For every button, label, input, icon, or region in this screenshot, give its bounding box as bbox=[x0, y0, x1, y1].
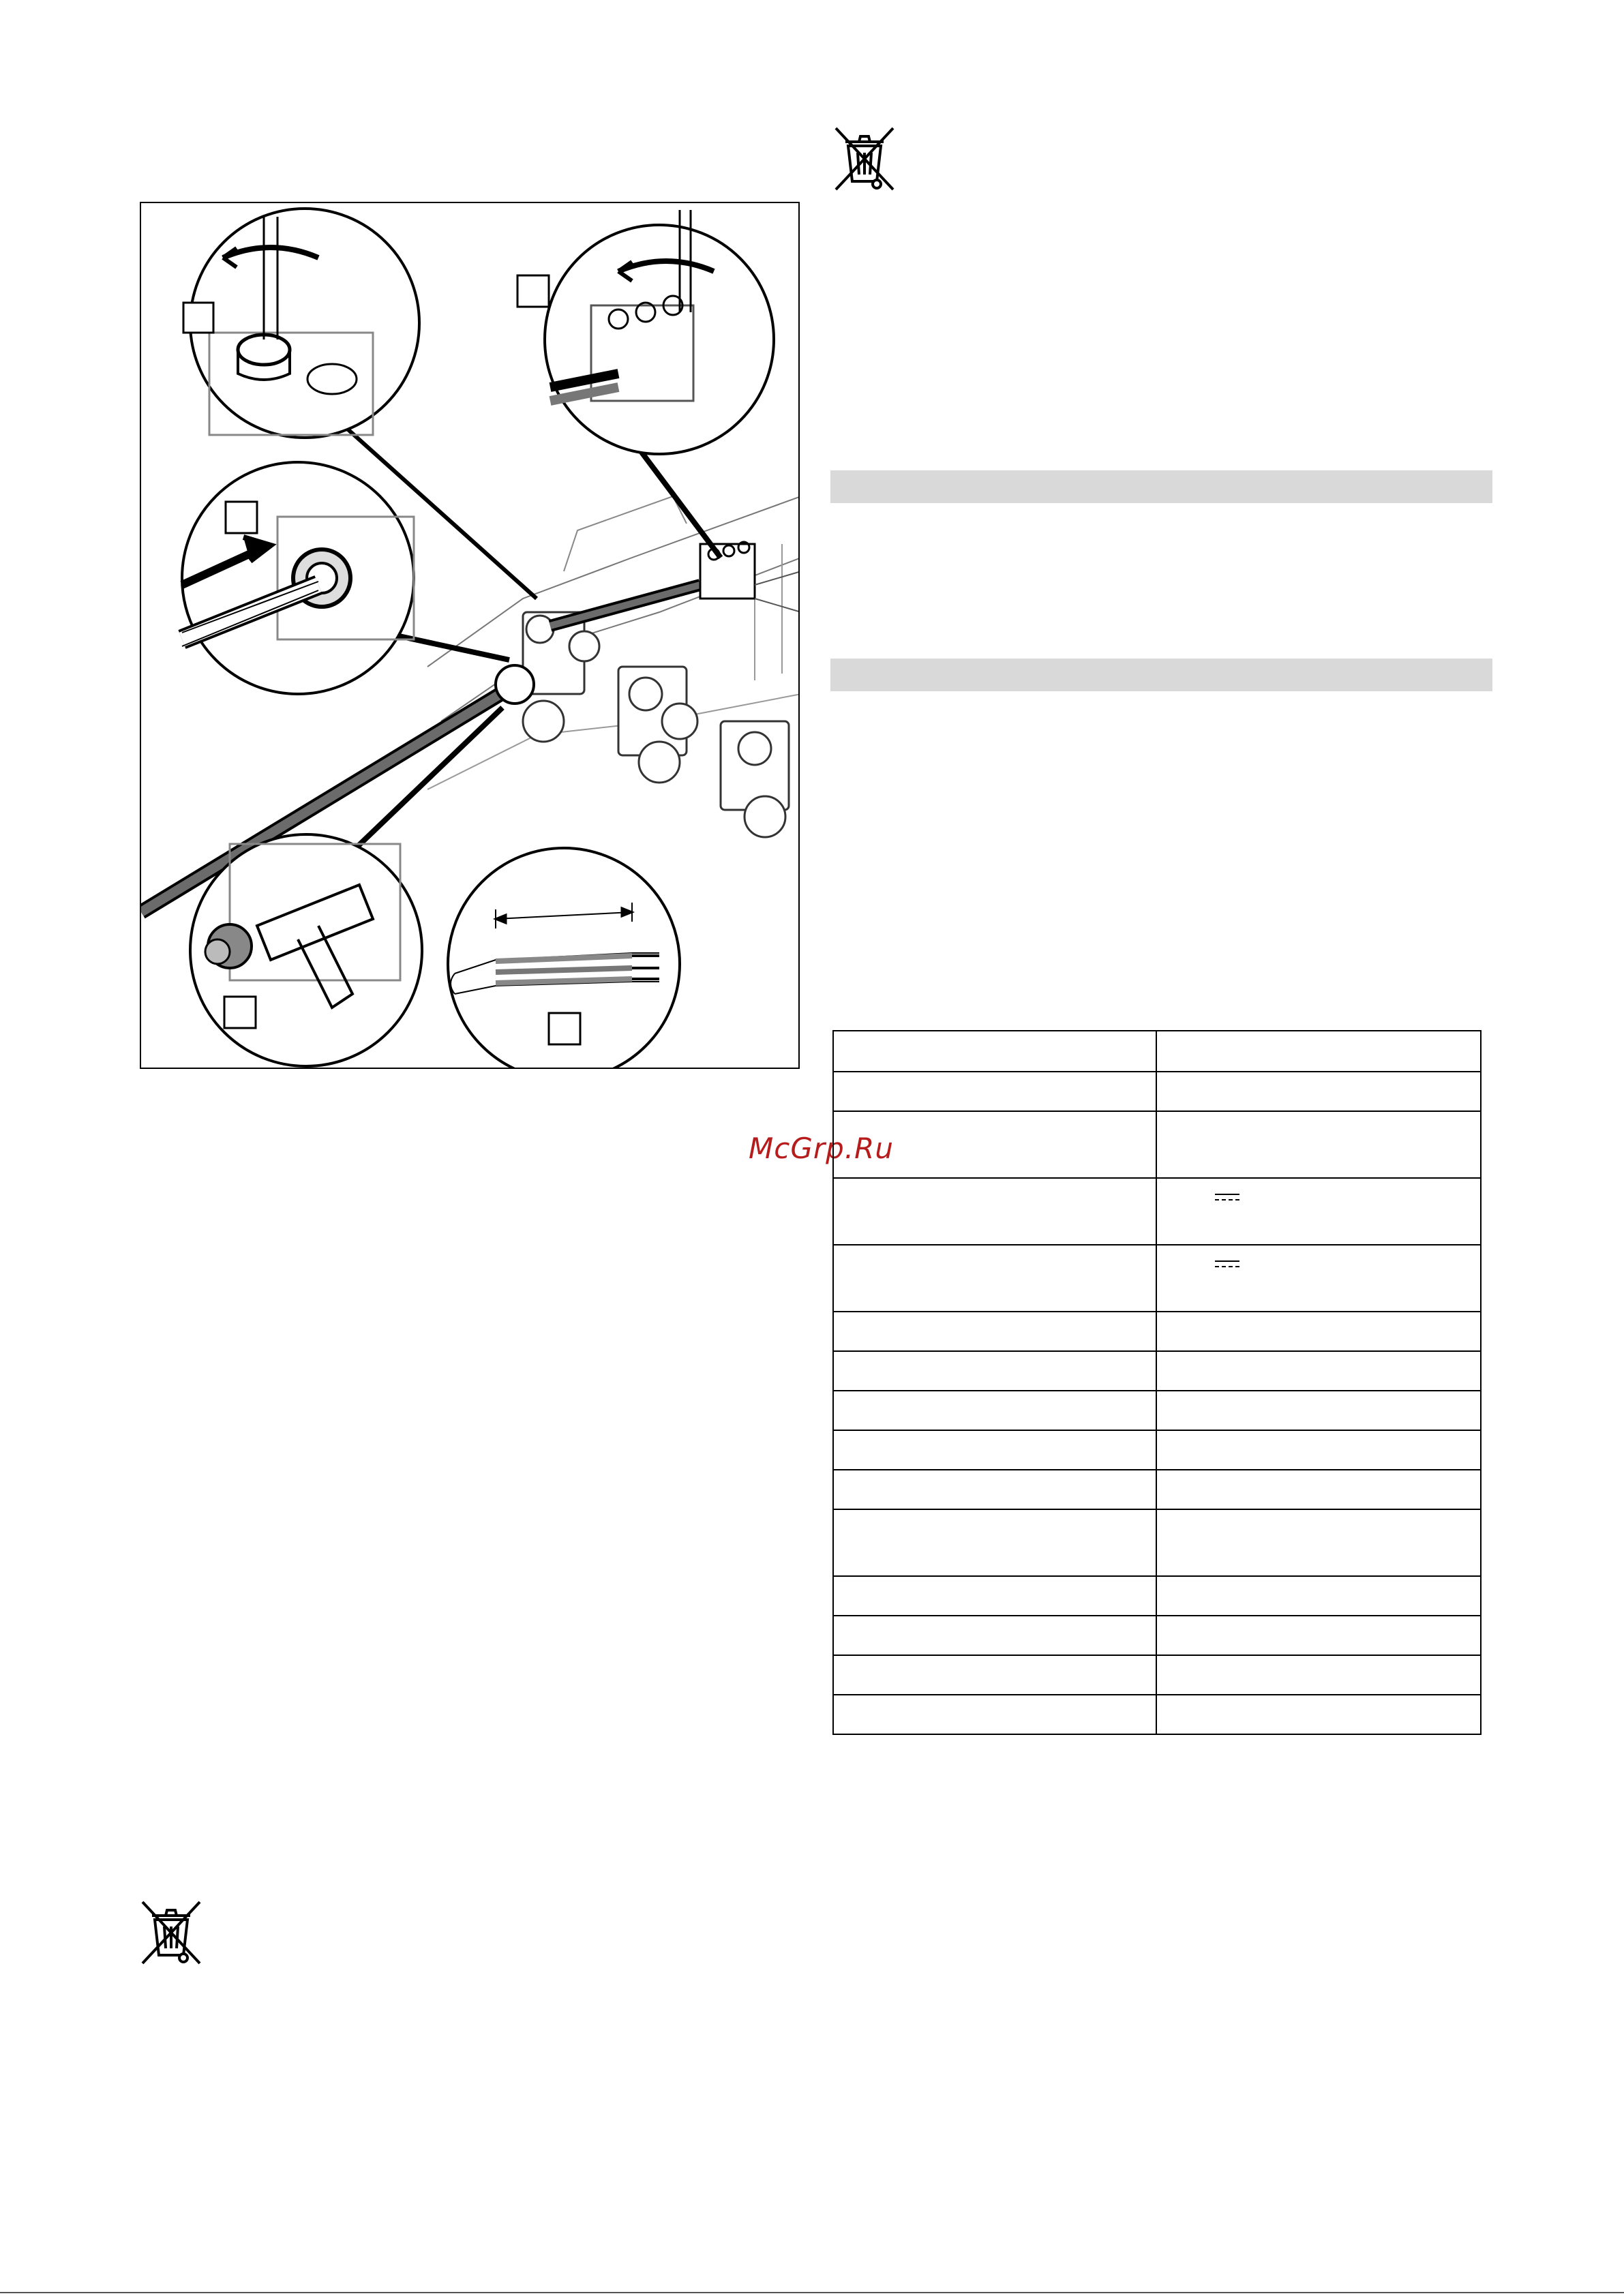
spec-row bbox=[833, 1695, 1481, 1734]
spec-label-cell bbox=[833, 1430, 1156, 1470]
spec-row bbox=[833, 1655, 1481, 1695]
section-header-bar bbox=[830, 470, 1492, 503]
spec-table bbox=[832, 1030, 1482, 1735]
section-header-bar bbox=[830, 659, 1492, 691]
spec-row bbox=[833, 1031, 1481, 1072]
spec-value-cell bbox=[1156, 1111, 1481, 1178]
spec-value-cell bbox=[1156, 1351, 1481, 1391]
spec-row bbox=[833, 1616, 1481, 1655]
detail-circle-5 bbox=[448, 848, 680, 1069]
spec-label-cell bbox=[833, 1391, 1156, 1430]
spec-value-cell bbox=[1156, 1245, 1481, 1312]
spec-value-cell bbox=[1156, 1312, 1481, 1351]
spec-value-cell bbox=[1156, 1178, 1481, 1245]
weee-crossed-bin-icon bbox=[833, 125, 896, 192]
spec-label-cell bbox=[833, 1072, 1156, 1111]
detail-circle-3 bbox=[182, 462, 414, 694]
spec-label-cell bbox=[833, 1470, 1156, 1509]
detail-circle-2 bbox=[517, 210, 774, 454]
spec-row bbox=[833, 1576, 1481, 1616]
watermark: McGrp.Ru bbox=[749, 1132, 894, 1165]
spec-row bbox=[833, 1245, 1481, 1312]
spec-value-cell bbox=[1156, 1616, 1481, 1655]
spec-value-cell bbox=[1156, 1655, 1481, 1695]
spec-value-cell bbox=[1156, 1509, 1481, 1576]
spec-row bbox=[833, 1111, 1481, 1178]
detail-circle-1 bbox=[183, 209, 419, 438]
installation-figure bbox=[140, 202, 800, 1069]
spec-label-cell bbox=[833, 1695, 1156, 1734]
spec-row bbox=[833, 1509, 1481, 1576]
dc-symbol-icon bbox=[1215, 1260, 1239, 1270]
spec-value-cell bbox=[1156, 1072, 1481, 1111]
spec-value-cell bbox=[1156, 1430, 1481, 1470]
spec-label-cell bbox=[833, 1509, 1156, 1576]
spec-label-cell bbox=[833, 1245, 1156, 1312]
spec-label-cell bbox=[833, 1576, 1156, 1616]
spec-row bbox=[833, 1178, 1481, 1245]
spec-label-cell bbox=[833, 1616, 1156, 1655]
spec-value-cell bbox=[1156, 1695, 1481, 1734]
spec-value-cell bbox=[1156, 1470, 1481, 1509]
footer-rule bbox=[0, 2292, 1624, 2293]
spec-value-cell bbox=[1156, 1576, 1481, 1616]
spec-label-cell bbox=[833, 1312, 1156, 1351]
spec-label-cell bbox=[833, 1351, 1156, 1391]
spec-label-cell bbox=[833, 1031, 1156, 1072]
wiring-illustration bbox=[141, 203, 800, 1069]
spec-value-cell bbox=[1156, 1391, 1481, 1430]
weee-crossed-bin-icon bbox=[140, 1899, 202, 1966]
spec-label-cell bbox=[833, 1111, 1156, 1178]
spec-row bbox=[833, 1430, 1481, 1470]
dc-symbol-icon bbox=[1215, 1194, 1239, 1203]
spec-value-cell bbox=[1156, 1031, 1481, 1072]
spec-row bbox=[833, 1351, 1481, 1391]
spec-label-cell bbox=[833, 1178, 1156, 1245]
spec-row bbox=[833, 1391, 1481, 1430]
spec-row bbox=[833, 1072, 1481, 1111]
spec-row bbox=[833, 1312, 1481, 1351]
spec-label-cell bbox=[833, 1655, 1156, 1695]
detail-circle-4 bbox=[190, 834, 422, 1066]
spec-row bbox=[833, 1470, 1481, 1509]
